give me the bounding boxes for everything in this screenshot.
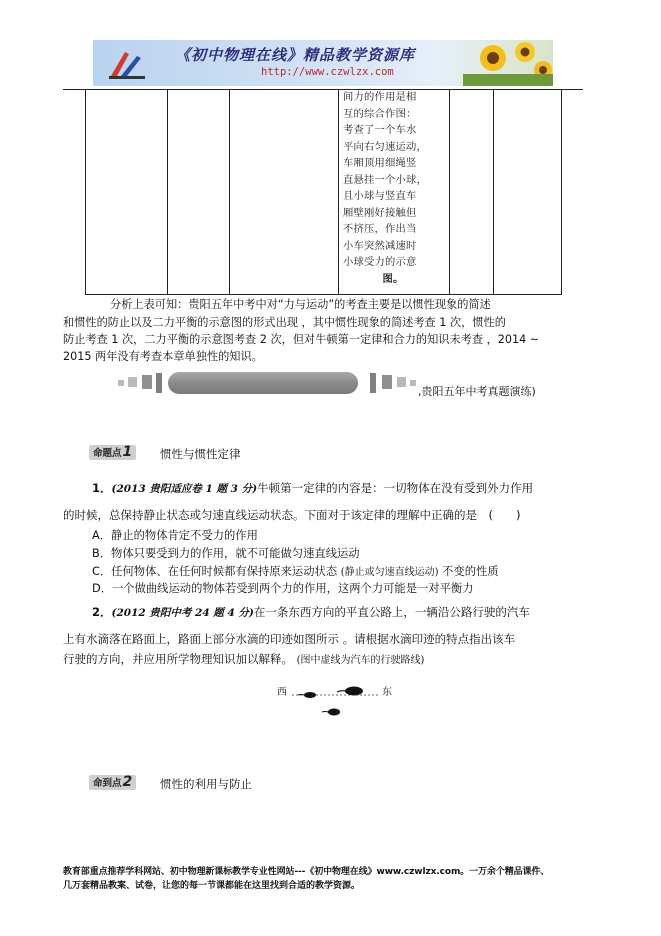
cell-line: 平向右匀速运动， [343, 140, 427, 153]
question-stem [92, 604, 530, 620]
topic-tag-text: 命到点 [93, 778, 122, 789]
question-source: (2012 贵阳中考 24 题 4 分) [111, 607, 254, 619]
table-border [561, 89, 562, 295]
header-banner [93, 40, 553, 86]
exam-analysis-table-fragment [85, 89, 561, 295]
question-text [63, 651, 424, 667]
table-border [167, 89, 168, 295]
cell-line: 小车突然减速时 [343, 239, 417, 252]
option-c [92, 563, 499, 579]
banner-url[interactable]: http://www.czwlzx.com [261, 66, 394, 78]
cell-line: 厢壁刚好接触但 [343, 206, 417, 219]
topic-tag-number: 1 [122, 444, 133, 460]
decor-square [118, 380, 124, 386]
water-drop-tail [322, 712, 328, 713]
option-b: B．物体只要受到力的作用，就不可能做匀速直线运动 [92, 547, 360, 560]
decor-square [156, 373, 162, 393]
table-border [449, 89, 450, 295]
analysis-paragraph-line: 和惯性的防止以及二力平衡的示意图的形式出现 ，其中惯性现象的简述考查 1 次，惯性的 [63, 316, 506, 329]
analysis-paragraph-line: 防止考查 1 次，二力平衡的示意图考查 2 次，但对牛顿第一定律和合力的知识未考查 ，2014 ~ [63, 333, 540, 346]
cell-line: 考查了一个车水 [343, 124, 417, 136]
cell-line: 车厢顶用细绳竖 [343, 157, 417, 169]
question-text: 在一条东西方向的平直公路上，一辆沿公路行驶的汽车 [253, 605, 530, 619]
section-banner [118, 372, 418, 394]
topic-title: 惯性与惯性定律 [160, 447, 241, 461]
section-title-bar [168, 372, 358, 394]
topic-tag [89, 445, 136, 460]
cell-line: 且小球与竖直车 [343, 190, 417, 202]
option-a: A．静止的物体肯定不受力的作用 [92, 529, 258, 542]
figure-note: (图中虚线为汽车的行驶路线) [296, 655, 425, 666]
water-drop-mark [304, 692, 316, 698]
decor-square [410, 380, 416, 386]
table-border [229, 89, 230, 295]
question-text: 上有水滴落在路面上，路面上部分水滴的印迹如图所示 。请根据水滴印迹的特点指出该车 [63, 632, 516, 646]
topic-title: 惯性的利用与防止 [160, 777, 252, 791]
question-source: (2013 贵阳适应卷 1 题 3 分) [111, 483, 258, 495]
decor-square [370, 373, 376, 393]
option-note: (静止或匀速直线运动) [340, 567, 439, 578]
water-drop-tail [337, 691, 345, 692]
direction-label-west: 西 [277, 687, 287, 698]
cell-line: 不挤压，作出当 [343, 223, 417, 235]
question-number: 1． [92, 481, 112, 495]
water-drop-figure [290, 685, 380, 725]
analysis-paragraph-line: 分析上表可知：贵阳五年中考中对“力与运动”的考查主要是以惯性现象的简述 [110, 298, 491, 311]
site-logo-icon [105, 46, 151, 82]
table-border [338, 89, 339, 295]
decor-square [397, 377, 406, 387]
water-drop-tail [298, 695, 304, 696]
question-text: 的时候，总保持静止状态或匀速直线运动状态。下面对于该定律的理解中正确的是 ( ) [63, 508, 521, 522]
table-border [493, 89, 494, 295]
table-cell-description [343, 89, 443, 287]
analysis-paragraph-line: 2015 两年没有考查本章单独性的知识。 [63, 350, 263, 363]
footer-line: 教育部重点推荐学科网站、初中物理新课标教学专业性网站---《初中物理在线》www.czwlzx.com。一万余个精品课件、 [63, 867, 550, 877]
sunflower-icon [463, 40, 553, 86]
water-drop-mark [328, 709, 340, 716]
cell-line: 互的综合作图： [343, 107, 417, 120]
decor-square [142, 375, 152, 389]
cell-line: 小球受力的示意 [343, 256, 417, 268]
option-text: C．任何物体、在任何时候都有保持原来运动状态 [92, 565, 338, 578]
topic-tag [89, 775, 136, 790]
topic-tag-number: 2 [122, 774, 133, 790]
question-text: 牛顿第一定律的内容是：一切物体在没有受到外力作用 [257, 481, 534, 495]
water-drop-mark [345, 687, 363, 696]
option-text: 不变的性质 [442, 565, 499, 578]
option-d: D．一个做曲线运动的物体若受到两个力的作用，这两个力可能是一对平衡力 [92, 582, 474, 595]
banner-title: 《初中物理在线》精品教学资源库 [175, 46, 416, 64]
section-label: ,贵阳五年中考真题演练) [418, 385, 536, 398]
decor-square [128, 377, 137, 387]
question-number: 2． [92, 605, 112, 619]
question-stem [92, 480, 533, 496]
cell-line: 图。 [382, 272, 404, 285]
table-border [85, 294, 561, 295]
cell-line: 直悬挂一个小球， [343, 173, 427, 186]
decor-square [382, 375, 392, 389]
footer-line: 几万套精品教案、试卷，让您的每一节课都能在这里找到合适的教学资源。 [63, 881, 361, 891]
cell-line: 间力的作用是相 [343, 91, 417, 103]
direction-label-east: 东 [382, 687, 392, 698]
table-border [85, 89, 86, 295]
question-text: 行驶的方向，并应用所学物理知识加以解释。 [63, 652, 293, 666]
topic-tag-text: 命题点 [93, 448, 122, 459]
